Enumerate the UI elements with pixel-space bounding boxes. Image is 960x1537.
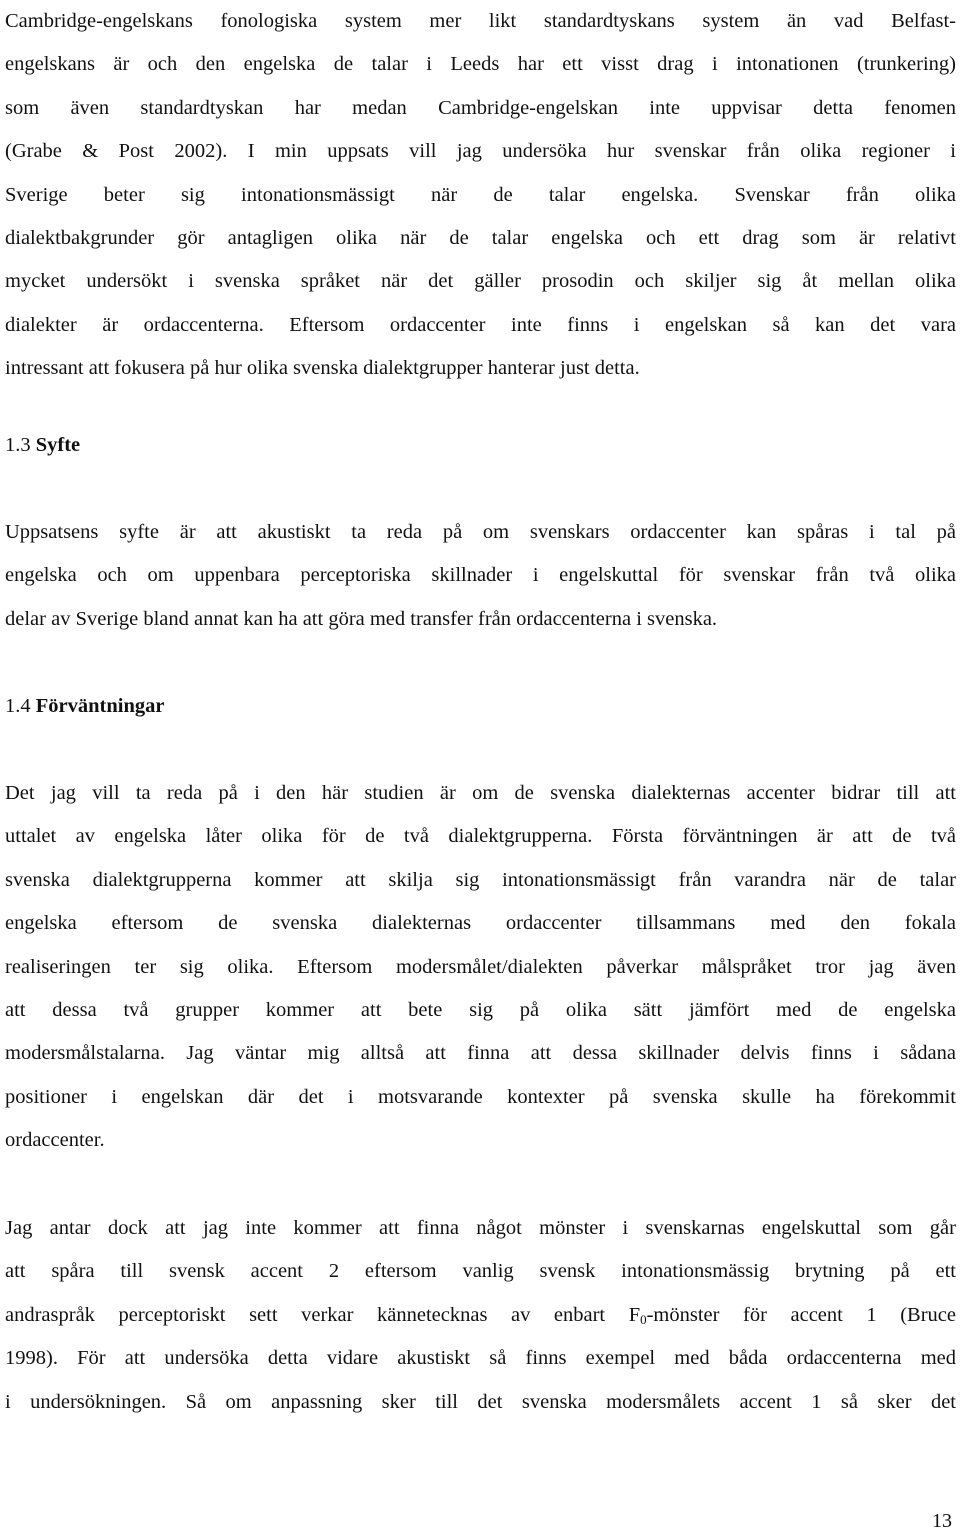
subscript-zero: 0	[640, 1311, 647, 1327]
body-paragraph	[5, 772, 956, 1163]
text-line: dialekter är ordaccenterna. Eftersom ordaccenter inte finns i engelskan så kan det vara	[5, 313, 956, 336]
text-line: uttalet av engelska låter olika för de två dialektgrupperna. Första förväntningen är att de två	[5, 825, 956, 848]
text-line: Uppsatsens syfte är att akustiskt ta reda på om svenskars ordaccenter kan spåras i tal på	[5, 521, 956, 543]
text-line: engelskans är och den engelska de talar i Leeds har ett visst drag i intonationen (trunkering)	[5, 53, 956, 76]
page-number: 13	[932, 1510, 952, 1532]
text-line: engelska eftersom de svenska dialekternas ordaccenter tillsammans med den fokala	[5, 912, 956, 935]
text-line: modersmålstalarna. Jag väntar mig alltså att finna att dessa skillnader delvis finns i sådana	[5, 1042, 956, 1065]
section-title: Syfte	[35, 434, 81, 456]
text-line: 1998). För att undersöka detta vidare akustiskt så finns exempel med båda ordaccenterna med	[5, 1347, 956, 1370]
text-line: Det jag vill ta reda på i den här studien är om de svenska dialekternas accenter bidrar till att	[5, 782, 956, 804]
text-line: svenska dialektgrupperna kommer att skilja sig intonationsmässigt från varandra när de talar	[5, 868, 956, 891]
text-line: intressant att fokusera på hur olika svenska dialektgrupper hanterar just detta.	[5, 357, 640, 380]
text-line: positioner i engelskan där det i motsvarande kontexter på svenska skulle ha förekommit	[5, 1085, 956, 1108]
section-heading-forvantningar	[5, 685, 164, 728]
section-title: Förväntningar	[35, 695, 165, 717]
text-line: att spåra till svensk accent 2 eftersom vanlig svensk intonationsmässig brytning på ett	[5, 1260, 956, 1283]
text-line: som även standardtyskan har medan Cambridge-engelskan inte uppvisar detta fenomen	[5, 96, 956, 119]
text-line: realiseringen ter sig olika. Eftersom modersmålet/dialekten påverkar målspråket tror jag även	[5, 955, 956, 978]
text-line: mycket undersökt i svenska språket när det gäller prosodin och skiljer sig åt mellan olika	[5, 270, 956, 293]
text-line: Sverige beter sig intonationsmässigt när de talar engelska. Svenskar från olika	[5, 183, 956, 206]
section-heading-syfte	[5, 424, 80, 467]
text-fragment: -mönster för accent 1 (Bruce	[646, 1303, 956, 1326]
text-line	[5, 1294, 956, 1337]
body-paragraph	[5, 1207, 956, 1424]
text-line: att dessa två grupper kommer att bete sig på olika sätt jämfört med de engelska	[5, 999, 956, 1022]
document-page	[5, 0, 956, 1537]
text-line: dialektbakgrunder gör antagligen olika när de talar engelska och ett drag som är relativt	[5, 227, 956, 250]
text-line: Cambridge-engelskans fonologiska system mer likt standardtyskans system än vad Belfast-	[5, 10, 956, 32]
body-paragraph	[5, 0, 956, 391]
text-line: (Grabe & Post 2002). I min uppsats vill jag undersöka hur svenskar från olika regioner i	[5, 140, 956, 163]
text-fragment: andraspråk perceptoriskt sett verkar kännetecknas av enbart F	[5, 1303, 641, 1326]
text-line: ordaccenter.	[5, 1129, 105, 1152]
text-line: i undersökningen. Så om anpassning sker till det svenska modersmålets accent 1 så sker det	[5, 1390, 956, 1413]
body-paragraph	[5, 511, 956, 641]
section-number: 1.3	[5, 434, 31, 456]
text-line: delar av Sverige bland annat kan ha att göra med transfer från ordaccenterna i svenska.	[5, 607, 718, 630]
text-line: Jag antar dock att jag inte kommer att finna något mönster i svenskarnas engelskuttal som går	[5, 1217, 956, 1239]
text-line: engelska och om uppenbara perceptoriska skillnader i engelskuttal för svenskar från två olika	[5, 564, 956, 587]
section-number: 1.4	[5, 695, 31, 717]
